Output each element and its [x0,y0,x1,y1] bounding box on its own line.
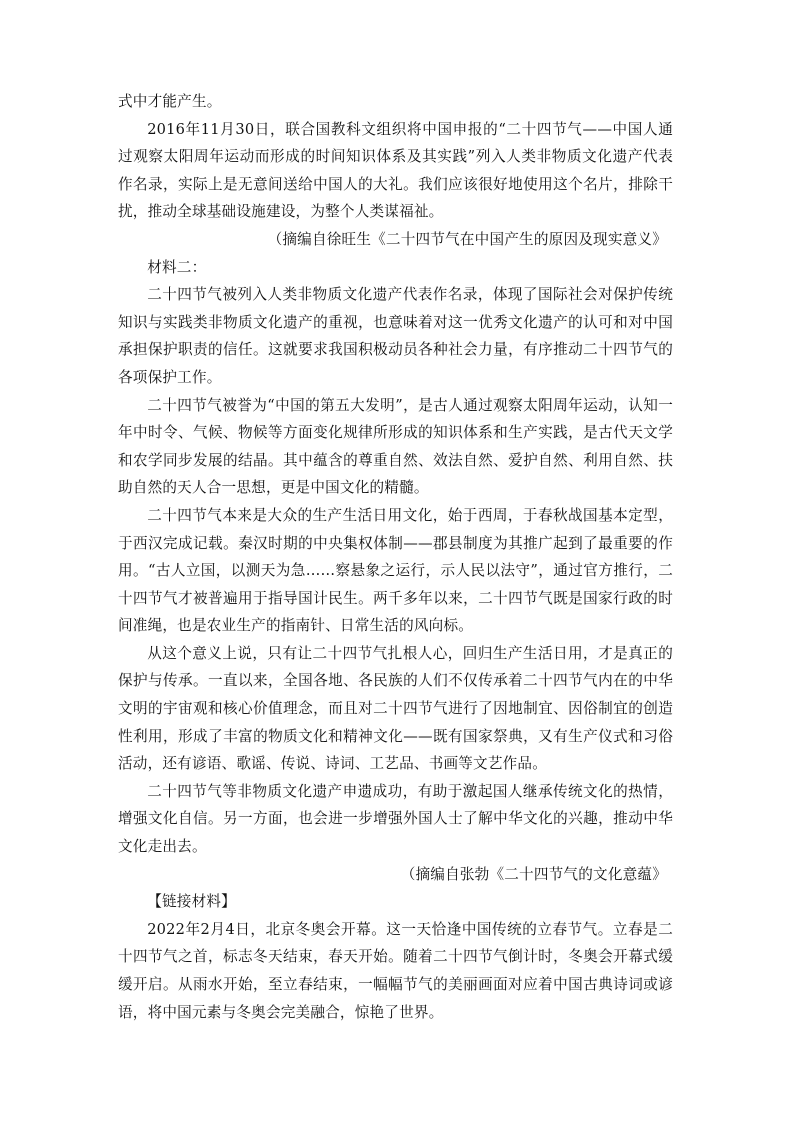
source-citation-2: （摘编自张勃《二十四节气的文化意蕴》 [400,865,667,883]
paragraph-link-material: 2022年2月4日，北京冬奥会开幕。这一天恰逢中国传统的立春节气。立春是二十四节气之首，标志冬天结束，春天开始。随着二十四节气倒计时，冬奥会开幕式缓缓开启。从雨水开始，至立春结束，一幅幅节气的美丽画面对应着中国古典诗词或谚语，将中国元素与冬奥会完美融合，惊艳了世界。 [118,920,673,1021]
paragraph-material-2-5: 二十四节气等非物质文化遗产申遗成功，有助于激起国人继承传统文化的热情，增强文化自信。另一方面，也会进一步增强外国人士了解中华文化的兴趣，推动中华文化走出去。 [118,782,673,856]
paragraph-material-2-3: 二十四节气本来是大众的生产生活日用文化，始于西周，于春秋战国基本定型，于西汉完成记载。秦汉时期的中央集权体制——郡县制度为其推广起到了最重要的作用。“古人立国，以测天为急……察悬象之运行，示人民以法守”，通过官方推行，二十四节气才被普遍用于指导国计民生。两千多年以来，二十四节气既是国家行政的时间准绳，也是农业生产的指南针、日常生活的风向标。 [118,506,673,635]
paragraph-material-2-4: 从这个意义上说，只有让二十四节气扎根人心，回归生产生活日用，才是真正的保护与传承。一直以来，全国各地、各民族的人们不仅传承着二十四节气内在的中华文明的宇宙观和核心价值理念，而且对二十四节气进行了因地制宜、因俗制宜的创造性利用，形成了丰富的物质文化和精神文化——既有国家祭典，又有生产仪式和习俗活动，还有谚语、歌谣、传说、诗词、工艺品、书画等文艺作品。 [118,644,673,773]
source-citation-1: （摘编自徐旺生《二十四节气在中国产生的原因及现实意义》 [267,230,667,248]
document-page [118,88,673,1026]
paragraph-material-2-2: 二十四节气被誉为“中国的第五大发明”，是古人通过观察太阳周年运动，认知一年中时令、气候、物候等方面变化规律所形成的知识体系和生产实践，是古代天文学和农学同步发展的结晶。其中蕴含的尊重自然、效法自然、爱护自然、利用自然、扶助自然的天人合一思想，更是中国文化的精髓。 [118,396,673,497]
material-2-heading: 材料二： [147,258,207,276]
link-material-heading: 【链接材料】 [147,893,236,911]
paragraph-2016-unesco: 2016年11月30日，联合国教科文组织将中国申报的“二十四节气——中国人通过观察太阳周年运动而形成的时间知识体系及其实践”列入人类非物质文化遗产代表作名录，实际上是无意间送给中国人的大礼。我们应该很好地使用这个名片，排除干扰，推动全球基础设施建设，为整个人类谋福祉。 [118,120,673,221]
paragraph-intro-tail: 式中才能产生。 [118,93,222,110]
paragraph-material-2-1: 二十四节气被列入人类非物质文化遗产代表作名录，体现了国际社会对保护传统知识与实践类非物质文化遗产的重视，也意味着对这一优秀文化遗产的认可和对中国承担保护职责的信任。这就要求我国积极动员各种社会力量，有序推动二十四节气的各项保护工作。 [118,286,673,386]
